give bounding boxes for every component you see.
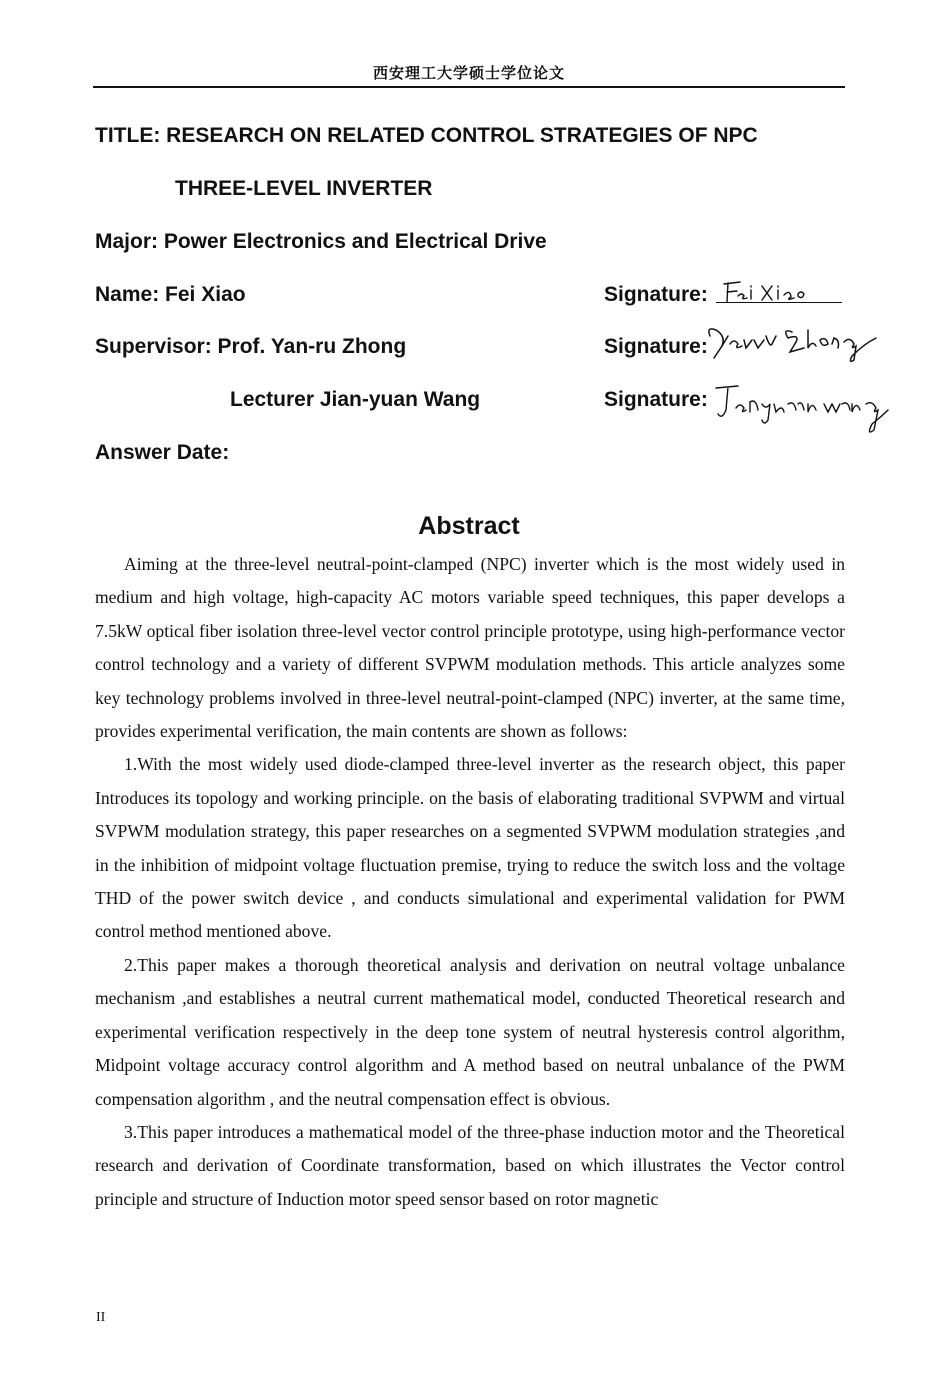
abstract-paragraph: 3.This paper introduces a mathematical model of the three-phase induction motor and the Theoretical research and derivation of Coordinate transformation, based on which illustrates the Vector control principle and structure of Induction motor speed sensor based on rotor magnetic <box>95 1121 845 1209</box>
name-line <box>95 283 246 307</box>
header-rule <box>93 86 845 88</box>
signature-label-2: Signature: <box>604 335 708 358</box>
abstract-heading: Abstract <box>418 512 520 540</box>
abstract-paragraph: 1.With the most widely used diode-clamped three-level inverter as the research object, this paper Introduces its topology and working principle. on the basis of elaborating traditional SVPWM and virtual SVPWM modulation strategy, this paper researches on a segmented SVPWM modulation strategies ,and in the inhibition of midpoint voltage fluctuation premise, trying to reduce the switch loss and the voltage THD of the power switch device , and conducts simulational and experimental validation for PWM control method mentioned above. <box>95 754 845 942</box>
signature-yanru-zhong <box>704 322 884 368</box>
major-value: Power Electronics and Electrical Drive <box>163 230 547 253</box>
signature-label-3: Signature: <box>604 388 708 411</box>
abstract-paragraph: 2.This paper makes a thorough theoretical analysis and derivation on neutral voltage unbalance mechanism ,and establishes a neutral current mathematical model, conducted Theoretical research and experimental verification respectively in the deep tone system of neutral hysteresis control algorithm, Midpoint voltage accuracy control algorithm and A method based on neutral unbalance of the PWM compensation algorithm , and the neutral compensation effect is obvious. <box>95 954 845 1109</box>
abstract-body <box>95 548 845 1216</box>
title-line-1 <box>95 124 758 148</box>
name-value: Fei Xiao <box>165 283 246 306</box>
signature-jianyuan-wang <box>712 380 896 440</box>
name-label: Name: <box>95 283 160 306</box>
running-header: 西安理工大学硕士学位论文 <box>372 64 565 82</box>
major-label: Major: <box>95 230 158 253</box>
abstract-paragraph: Aiming at the three-level neutral-point-clamped (NPC) inverter which is the most widely used in medium and high voltage, high-capacity AC motors variable speed techniques, this paper develops a 7.5kW optical fiber isolation three-level vector control principle prototype, using high-performance vector control technology and a variety of different SVPWM modulation methods. This article analyzes some key technology problems involved in three-level neutral-point-clamped (NPC) inverter, at the same time, provides experimental verification, the main contents are shown as follows: <box>95 554 845 742</box>
supervisor-label: Supervisor: <box>95 335 212 358</box>
title-line-2: THREE-LEVEL INVERTER <box>175 177 433 200</box>
signature-fei-xiao <box>720 276 830 306</box>
signature-label-1: Signature: <box>604 283 708 306</box>
supervisor-second: Lecturer Jian-yuan Wang <box>230 388 481 411</box>
page-number: II <box>96 1310 106 1325</box>
supervisor-value: Prof. Yan-ru Zhong <box>217 335 407 358</box>
major-line <box>95 230 547 254</box>
answer-date-label: Answer Date: <box>95 441 230 464</box>
title-label: TITLE: <box>95 124 161 147</box>
supervisor-line <box>95 335 406 359</box>
title-text: RESEARCH ON RELATED CONTROL STRATEGIES OF NPC <box>166 124 758 147</box>
